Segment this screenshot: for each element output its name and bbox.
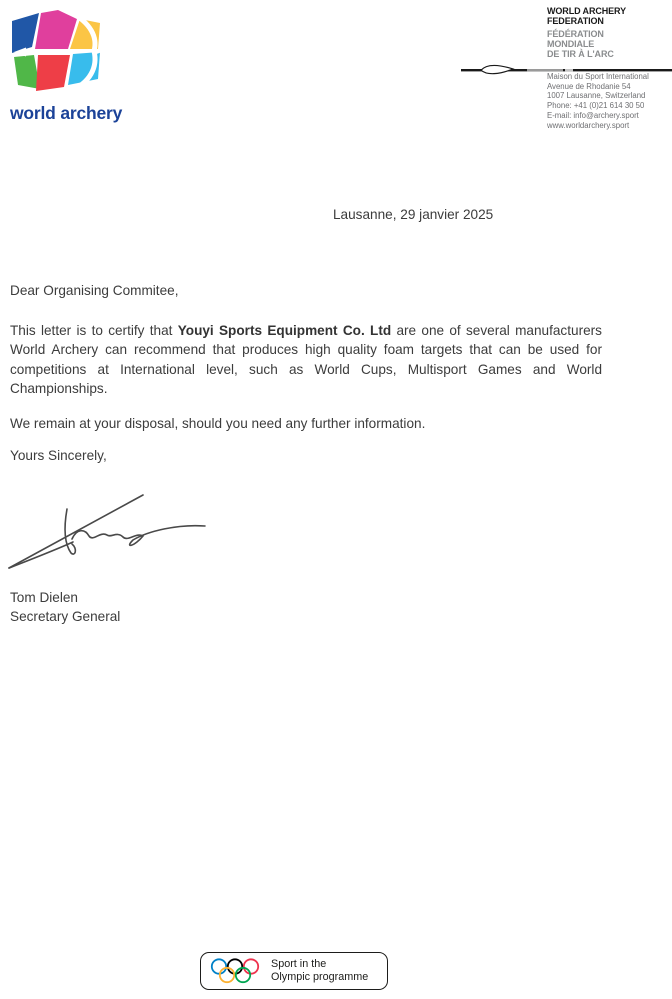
org-name-fr-line3: DE TIR À L'ARC xyxy=(547,49,614,60)
olympic-rings-icon xyxy=(210,957,262,986)
dateline: Lausanne, 29 janvier 2025 xyxy=(333,207,494,222)
signer-title: Secretary General xyxy=(10,609,121,625)
body-paragraph-1 xyxy=(10,321,602,398)
letterhead-org-names xyxy=(547,6,667,59)
address-line: Avenue de Rhodanie 54 xyxy=(547,81,631,91)
para1-text-after: are one of several manufacturers World Archery can recommend that produces high quality foam targets that can be used for competitions at International level, such as World Cups, Multisport Games and World Championships. xyxy=(10,323,602,396)
address-line: www.worldarchery.sport xyxy=(547,120,630,130)
address-line: Maison du Sport International xyxy=(547,72,649,81)
company-name: Youyi Sports Equipment Co. Ltd xyxy=(177,323,392,338)
world-archery-logo-icon xyxy=(10,9,102,95)
logo-wordmark: world archery xyxy=(10,103,123,123)
signature xyxy=(6,486,211,572)
org-name-fr-line1: FÉDÉRATION xyxy=(547,28,604,39)
signer-name: Tom Dielen xyxy=(10,590,78,605)
salutation: Dear Organising Commitee, xyxy=(10,283,179,298)
closing: Yours Sincerely, xyxy=(10,448,107,463)
olympic-programme-badge xyxy=(200,952,388,990)
body-paragraph-2: We remain at your disposal, should you need any further information. xyxy=(10,416,426,431)
address-line: 1007 Lausanne, Switzerland xyxy=(547,91,646,101)
address-line: E-mail: info@archery.sport xyxy=(547,110,639,120)
badge-text xyxy=(271,958,368,984)
org-name-en-line1: WORLD ARCHERY xyxy=(547,6,627,16)
badge-line2: Olympic programme xyxy=(271,971,369,983)
world-archery-logo xyxy=(10,9,123,124)
signature-block xyxy=(10,588,120,627)
org-name-en-line2: FEDERATION xyxy=(547,16,604,27)
address-line: Phone: +41 (0)21 614 30 50 xyxy=(547,101,645,111)
badge-line1: Sport in the xyxy=(271,957,327,970)
para1-text-before: This letter is to certify that xyxy=(10,323,178,338)
org-name-fr-line2: MONDIALE xyxy=(547,38,595,49)
letterhead-address xyxy=(547,72,669,130)
